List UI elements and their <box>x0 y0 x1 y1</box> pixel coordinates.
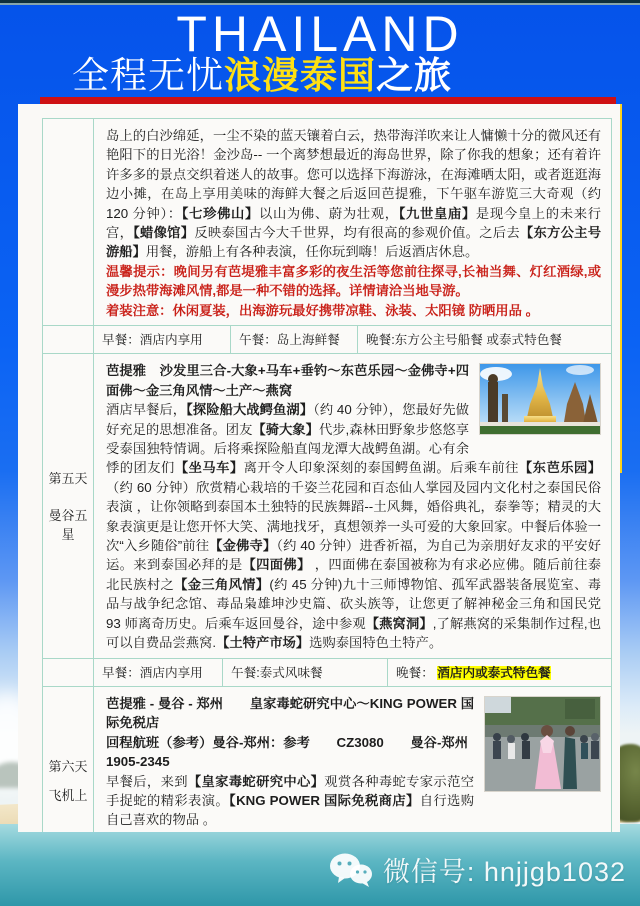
day6-label: 第六天 <box>48 759 88 775</box>
day5-description-cell <box>94 354 611 657</box>
day6-route-title: 芭提雅 - 曼谷 - 郑州 皇家毒蛇研究中心～KING POWER 国际免税店 <box>106 695 474 731</box>
street-scene-photo <box>484 696 601 792</box>
page-title-chinese: 全程无忧浪漫泰国之旅 <box>72 55 452 96</box>
day5-lunch: 午餐:泰式风味餐 <box>223 659 388 686</box>
golden-temple-photo <box>479 363 601 435</box>
day6-body2 <box>106 830 601 832</box>
day4-notes <box>106 262 601 320</box>
day6-body: 早餐后，来到【皇家毒蛇研究中心】观赏各种毒蛇专家示范空手捉蛇的精彩表演。【KNG POWER 国际免税商店】自行选购自己喜欢的物品 。 <box>106 773 475 828</box>
day4-description-cell <box>94 119 611 325</box>
day-label-cell-empty <box>43 326 94 353</box>
day-label-cell-empty <box>43 119 94 325</box>
day5-meal-row <box>43 659 611 687</box>
day4-dinner: 晚餐:东方公主号船餐 或泰式特色餐 <box>366 333 562 348</box>
day6-transport-label: 飞机上 <box>48 788 88 804</box>
itinerary-sheet <box>18 104 620 832</box>
day5-dinner: 晚餐： 酒店内或泰式特色餐 <box>396 665 551 680</box>
day5-label-cell <box>43 354 94 657</box>
wechat-contact <box>329 850 626 889</box>
warm-tip-note: 温馨提示：晚间另有芭堤雅丰富多彩的夜生活等您前往探寻,长袖当舞、灯红酒绿,或漫步热带海滩风情,都是一种不错的选择。详情请洽当地导游。 <box>106 263 602 299</box>
table-row <box>43 687 611 832</box>
title-underline-bar <box>40 97 616 104</box>
day5-label: 第五天 <box>48 471 88 487</box>
day4-breakfast: 早餐：酒店内享用 <box>94 326 231 353</box>
day4-meal-row <box>43 326 611 354</box>
day6-label-cell <box>43 687 94 832</box>
day6-flight-info: 回程航班（参考）曼谷-郑州：参考 CZ3080 曼谷-郑州 <box>106 734 468 750</box>
day6-flight-time: 1905-2345 <box>106 754 170 770</box>
page-title-english: THAILAND <box>176 6 464 62</box>
table-row <box>43 119 611 326</box>
itinerary-table <box>42 118 612 832</box>
dress-code-note: 着装注意：休闲夏装，出海游玩最好携带凉鞋、泳装、太阳镜 防晒用品 。 <box>106 302 539 318</box>
wechat-icon <box>329 852 373 888</box>
day-label-cell-empty <box>43 659 94 686</box>
top-border-line-light <box>0 3 640 5</box>
day5-hotel-label: 曼谷五星 <box>48 508 88 543</box>
wechat-id-text: 微信号: hnjjgb1032 <box>382 857 626 887</box>
day5-breakfast: 早餐：酒店内享用 <box>94 659 223 686</box>
day6-description-cell <box>94 687 611 832</box>
day5-route-title: 芭提雅 沙发里三合-大象+马车+垂钓～东芭乐园～金佛寺+四面佛～金三角风情～土产～燕窝 <box>106 363 469 398</box>
day5-body: 酒店早餐后，【探险船大战鳄鱼湖】（约 40 分钟），您最好先做好充足的思想准备。团友【骑大象】代步,森林田野象步悠悠享受泰国独特情调。后将乘探险船直闯龙潭大战鳄鱼湖。心有余悸的团友们【坐马车】离开令人印象深刻的泰国鳄鱼湖。后乘车前往【东芭乐园】（约 60 分钟）欣赏精心栽培的千姿兰花园和百态仙人掌园及园内文化村之泰国民俗表演 ，让你领略到泰国本土独特的民族舞蹈--土风舞，婚俗典礼，泰拳等；精灵的大象表演更是让您开怀大笑、满地找牙，真想领养一头可爱的大象回家。中餐后体验一次“入乡随俗”前往【金佛寺】（约 40 分钟）进香祈福，为自己为亲朋好友求的平安好运。来到泰国必拜的是【四面佛】 ，四面佛在泰国被称为有求必应佛。随后前往泰北民族村之【金三角风情】(约 45 分钟)九十三师博物馆、孤军武器装备展览室、毒品与战争纪念馆、毒品枭雄坤沙史篇、砍头族等，让您更了解神秘金三角和国民党 93 师离奇历史。后乘车返回曼谷，途中参观【燕窝洞】,了解燕窝的采集制作过程,也可以自费品尝燕窝.【土特产市场】选购泰国特色土特产。 <box>106 402 602 651</box>
day4-paragraph: 岛上的白沙绵延，一尘不染的蓝天镶着白云，热带海洋吹来让人慵懒十分的微风还有艳阳下的日光浴！金沙岛-- 一个离梦想最近的海岛世界，除了你我的想象；还有着许许多多的景点交织着迷人的故事。您可以选择下海游泳，在海滩晒太阳，或者逛逛海边小摊，在岛上享用美味的海鲜大餐之后返回芭提雅，下午驱车游览三大奇观（约 120 分钟）：【七珍佛山】以山为佛、蔚为壮观，【九世皇庙】是现今皇上的未来行宫，【蜡像馆】反映泰国古今大千世界，均有很高的参观价值。之后去【东方公主号游船】用餐，游船上有各种表演，任你玩到嗨！后返酒店休息。 <box>106 128 602 260</box>
day4-lunch: 午餐：岛上海鲜餐 <box>231 326 358 353</box>
table-row <box>43 354 611 658</box>
